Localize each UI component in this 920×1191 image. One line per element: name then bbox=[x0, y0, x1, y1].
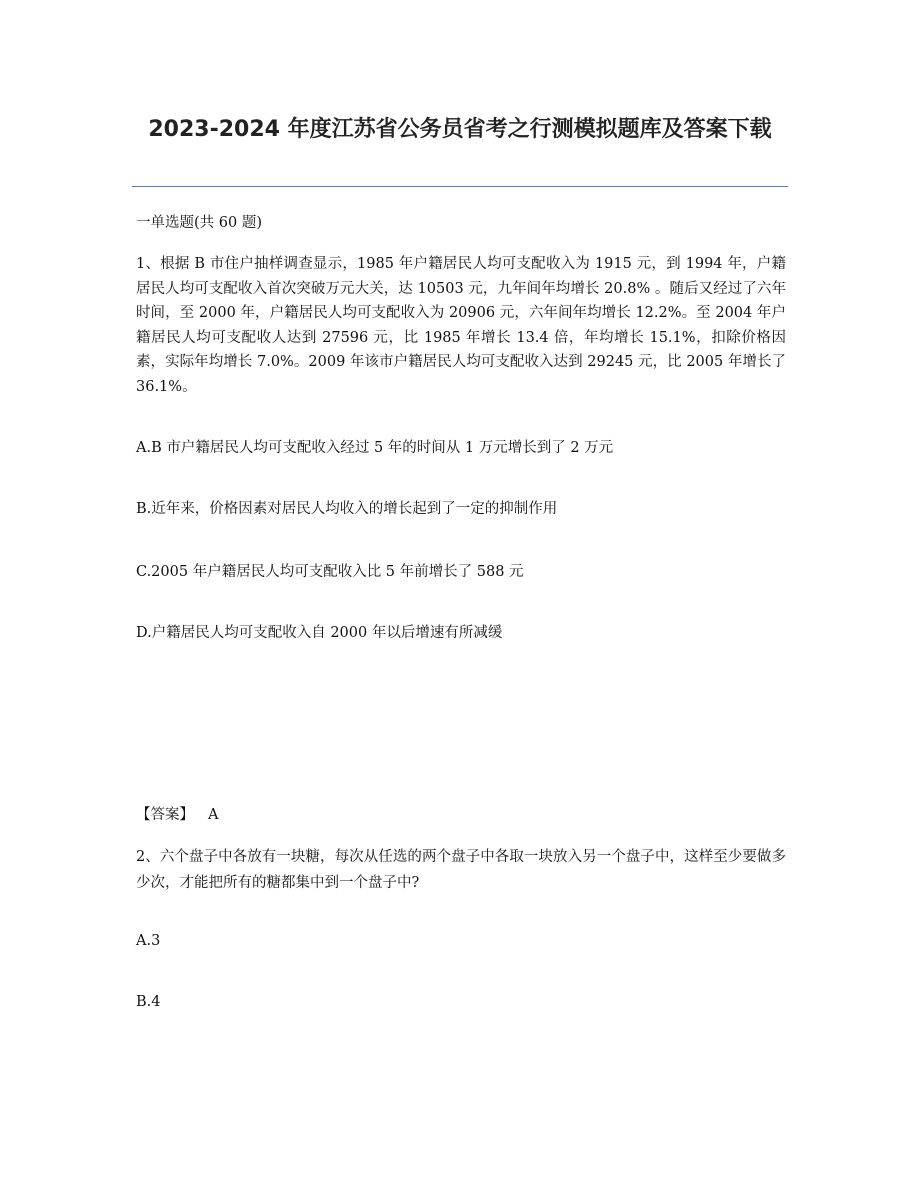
title-divider bbox=[132, 186, 788, 187]
question-2-option-a: A.3 bbox=[136, 933, 161, 949]
question-1-option-a: A.B 市户籍居民人均可支配收入经过 5 年的时间从 1 万元增长到了 2 万元 bbox=[136, 440, 614, 456]
question-1-option-d: D.户籍居民人均可支配收入自 2000 年以后增速有所减缓 bbox=[136, 625, 503, 641]
question-1-answer bbox=[136, 804, 786, 826]
question-1-option-b: B.近年来，价格因素对居民人均收入的增长起到了一定的抑制作用 bbox=[136, 501, 558, 517]
answer-label: 【答案】 bbox=[136, 807, 194, 823]
question-1-option-c: C.2005 年户籍居民人均可支配收入比 5 年前增长了 588 元 bbox=[136, 564, 524, 580]
document-title: 2023-2024 年度江苏省公务员省考之行测模拟题库及答案下载 bbox=[148, 117, 772, 142]
section-heading: 一单选题(共 60 题) bbox=[136, 215, 262, 231]
question-2-option-b: B.4 bbox=[136, 994, 161, 1010]
answer-value: A bbox=[208, 807, 219, 823]
question-1-stem: 1、根据 B 市住户抽样调查显示，1985 年户籍居民人均可支配收入为 1915 元，到 1994 年，户籍居民人均可支配收入首次突破万元大关，达 10503 元，九年间年均增长 20.8% 。随后又经过了六年时间，至 2000 年，户籍居民人均可支配收入为 20906 元，六年间年均增长 12.2%。至 2004 年户籍居民人均可支配收人达到 27596 元，比 1985 年增长 13.4 倍，年均增长 15.1%，扣除价格因素，实际年均增长 7.0%。2009 年该市户籍居民人均可支配收入达到 29245 元，比 2005 年增长了 36.1%。 bbox=[136, 256, 786, 395]
question-2-stem: 2、六个盘子中各放有一块糖，每次从任选的两个盘子中各取一块放入另一个盘子中，这样至少要做多少次，才能把所有的糖都集中到一个盘子中? bbox=[136, 849, 786, 891]
